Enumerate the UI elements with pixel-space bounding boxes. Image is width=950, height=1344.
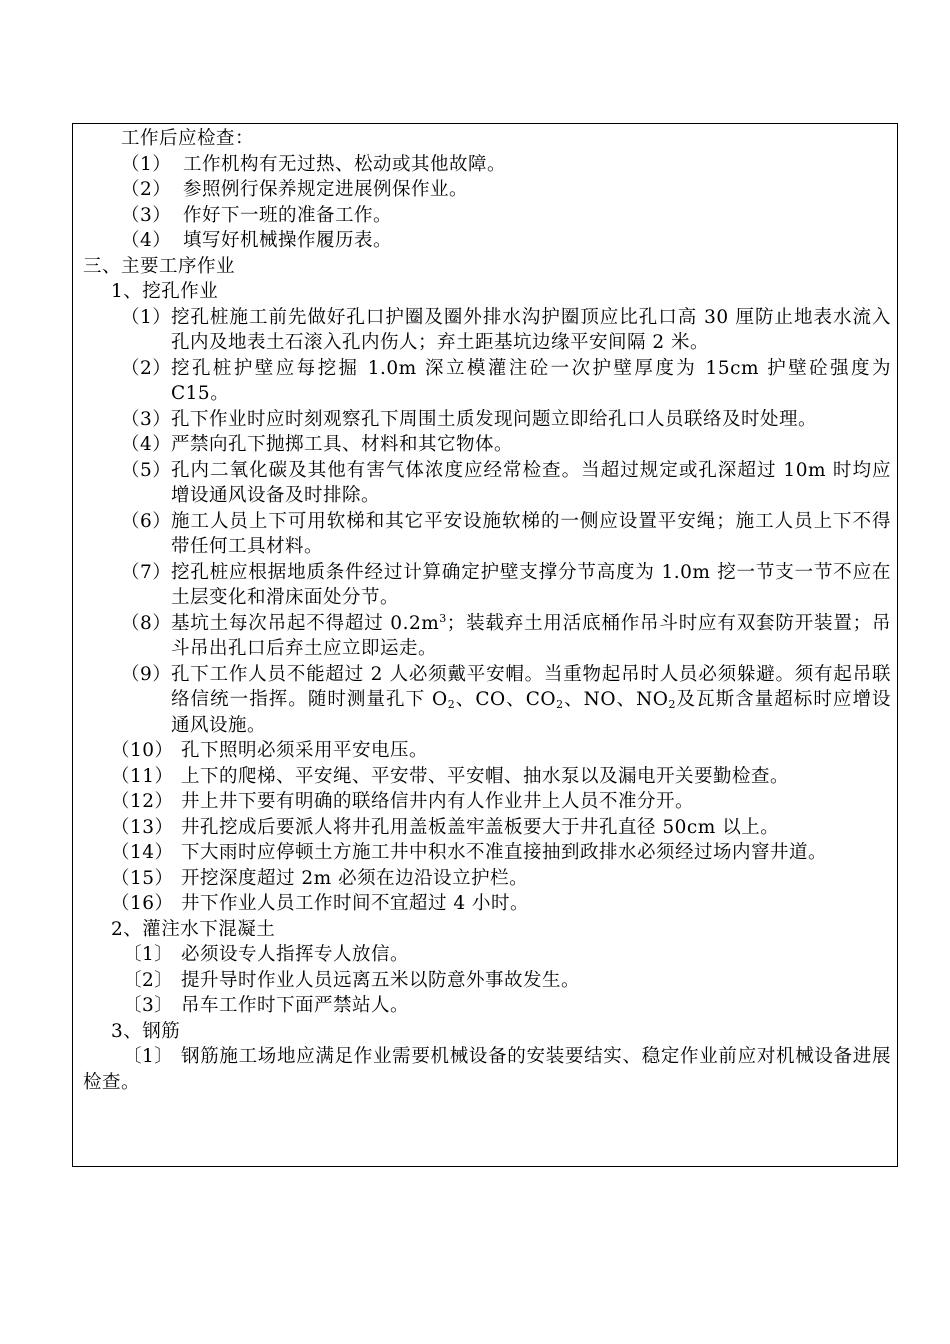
item-text: 吊车工作时下面严禁站人。 xyxy=(181,995,410,1016)
document-body xyxy=(83,126,891,1095)
document-frame xyxy=(72,123,898,1167)
item-text: 挖孔桩护壁应每挖掘 1.0m 深立模灌注砼一次护壁厚度为 15cm 护壁砼强度为 C15。 xyxy=(171,357,891,404)
item-text: 井孔挖成后要派人将井孔用盖板盖牢盖板要大于井孔直径 50cm 以上。 xyxy=(181,816,780,838)
item-text-part: 及瓦斯含量超标时应增设通风设施。 xyxy=(171,689,891,736)
item-text: 必须设专人指挥专人放信。 xyxy=(181,944,410,965)
list-item xyxy=(83,458,891,509)
item-text-part: 基坑土每次吊起不得超过 0.2m xyxy=(171,612,440,634)
item-text: 参照例行保养规定进展例保作业。 xyxy=(183,179,469,200)
item-number: （12） xyxy=(111,791,174,812)
list-item xyxy=(83,560,891,611)
list-item xyxy=(83,942,891,968)
heading-after-work: 工作后应检查： xyxy=(121,128,255,149)
item-text: 严禁向孔下抛掷工具、材料和其它物体。 xyxy=(171,434,514,455)
list-item xyxy=(83,356,891,407)
item-number: （8） xyxy=(121,612,172,634)
subsection-heading: 3、钢筋 xyxy=(111,1020,181,1042)
item-number: （1） xyxy=(121,153,172,175)
item-number: （1） xyxy=(121,306,172,328)
list-item xyxy=(83,993,891,1019)
item-text: 工作机构有无过热、松动或其他故障。 xyxy=(183,153,507,175)
item-number: （4） xyxy=(121,230,172,251)
item-text xyxy=(171,611,891,662)
item-text: 作好下一班的准备工作。 xyxy=(183,204,393,226)
item-number: （14） xyxy=(111,842,174,863)
item-number: 〔1〕 xyxy=(123,944,174,965)
item-text xyxy=(171,662,891,739)
item-text-part: ；装载弃土用活底桶作吊斗时应有双套防开装置；吊斗吊出孔口后弃土应立即运走。 xyxy=(171,612,891,659)
subsection-heading: 1、挖孔作业 xyxy=(111,281,219,302)
list-item xyxy=(83,152,891,178)
item-number: （16） xyxy=(111,893,174,914)
list-item xyxy=(83,407,891,433)
item-text: 井上井下要有明确的联络信井内有人作业井上人员不准分开。 xyxy=(181,791,695,812)
list-item xyxy=(83,968,891,994)
item-text: 孔内二氧化碳及其他有害气体浓度应经常检查。当超过规定或孔深超过 10m 时均应增设通风设备及时排除。 xyxy=(171,459,891,506)
section-heading: 三、主要工序作业 xyxy=(83,255,236,277)
list-item xyxy=(83,815,891,841)
item-number: （2） xyxy=(121,179,172,200)
item-text: 挖孔桩应根据地质条件经过计算确定护壁支撑分节高度为 1.0m 挖一节支一节不应在土层变化和滑床面处分节。 xyxy=(171,561,891,608)
item-number: （11） xyxy=(111,765,174,787)
item-text: 下大雨时应停顿土方施工井中积水不准直接抽到政排水必须经过场内窨井道。 xyxy=(181,842,828,863)
item-text: 钢筋施工场地应满足作业需要机械设备的安装要结实、稳定作业前应对机械设备进展检查。 xyxy=(83,1046,891,1093)
item-text: 开挖深度超过 2m 必须在边沿设立护栏。 xyxy=(181,867,529,889)
item-text: 挖孔桩施工前先做好孔口护圈及圈外排水沟护圈顶应比孔口高 30 厘防止地表水流入孔内及地表土石滚入孔内伤人；弃土距基坑边缘平安间隔 2 米。 xyxy=(171,306,891,353)
subscript: 2 xyxy=(668,698,676,711)
item-number: （7） xyxy=(121,561,172,583)
superscript: 3 xyxy=(439,611,447,625)
item-text: 施工人员上下可用软梯和其它平安设施软梯的一侧应设置平安绳；施工人员上下不得带任何工具材料。 xyxy=(171,510,891,557)
list-item xyxy=(83,432,891,458)
item-number: （13） xyxy=(111,816,174,838)
item-text: 孔下照明必须采用平安电压。 xyxy=(181,740,429,761)
item-text: 填写好机械操作履历表。 xyxy=(183,230,393,251)
subsection-heading: 2、灌注水下混凝土 xyxy=(111,918,276,940)
list-item xyxy=(83,840,891,866)
list-item xyxy=(83,509,891,560)
list-item xyxy=(83,203,891,229)
list-item xyxy=(83,789,891,815)
item-text-part: 、NO、NO xyxy=(563,689,669,710)
item-number: 〔2〕 xyxy=(123,969,174,991)
item-text: 井下作业人员工作时间不宜超过 4 小时。 xyxy=(181,893,530,914)
list-item xyxy=(83,866,891,892)
item-number: 〔3〕 xyxy=(123,995,174,1016)
item-number: 〔1〕 xyxy=(123,1046,174,1067)
item-number: （3） xyxy=(121,204,172,226)
list-item xyxy=(83,738,891,764)
item-text: 上下的爬梯、平安绳、平安带、平安帽、抽水泵以及漏电开关要勤检查。 xyxy=(181,765,790,787)
list-item xyxy=(83,891,891,917)
item-number: （15） xyxy=(111,867,174,889)
subscript: 2 xyxy=(556,698,564,711)
item-number: （3） xyxy=(121,408,172,430)
list-item xyxy=(83,764,891,790)
item-number: （9） xyxy=(121,663,172,685)
list-item xyxy=(83,305,891,356)
subscript: 2 xyxy=(447,698,456,711)
item-number: （6） xyxy=(121,510,172,532)
item-number: （4） xyxy=(121,434,172,455)
item-text-part: 孔下工作人员不能超过 2 人必须戴平安帽。当重物起吊时人员必须躲避。须有起吊联络信统一指挥。随时测量孔下 O xyxy=(171,663,891,710)
list-item xyxy=(83,662,891,739)
item-number: （2） xyxy=(121,357,172,379)
list-item xyxy=(83,228,891,254)
item-text: 提升导时作业人员远离五米以防意外事故发生。 xyxy=(181,969,581,991)
item-text: 孔下作业时应时刻观察孔下周围土质发现问题立即给孔口人员联络及时处理。 xyxy=(171,408,818,430)
list-item xyxy=(83,177,891,203)
item-number: （5） xyxy=(121,459,172,481)
list-item xyxy=(83,611,891,662)
item-text-part: 、CO、CO xyxy=(455,689,557,710)
list-item xyxy=(83,1044,891,1095)
item-number: （10） xyxy=(111,740,174,761)
